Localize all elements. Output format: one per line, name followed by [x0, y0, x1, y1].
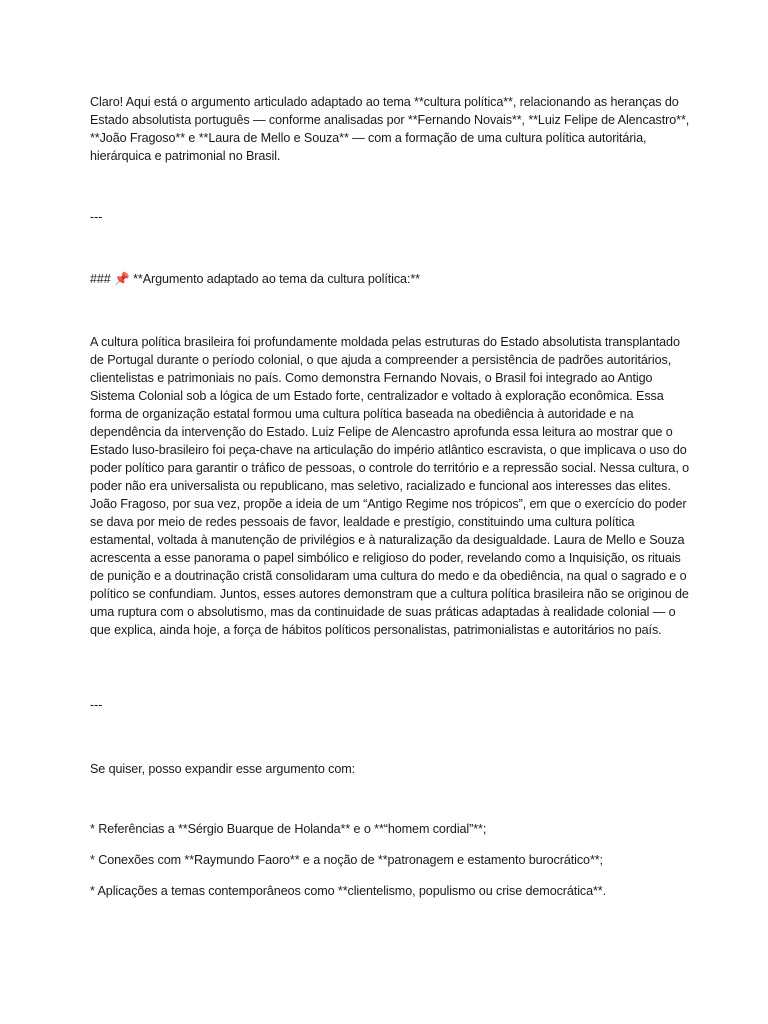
list-item: * Referências a **Sérgio Buarque de Holanda** e o **“homem cordial”**; — [90, 822, 487, 836]
list-item: * Aplicações a temas contemporâneos como **clientelismo, populismo ou crise democrática**. — [90, 884, 606, 898]
intro-paragraph: Claro! Aqui está o argumento articulado adaptado ao tema **cultura política**, relacionando as heranças do Estado absolutista português — conforme analisadas por **Fernando Novais**, **Luiz Felipe de Alencastro**, **João Fragoso** e **Laura de Mello e Souza** — com a formação de uma cultura política autoritária, hierárquica e patrimonial no Brasil. — [90, 95, 693, 163]
section-heading: ### 📌 **Argumento adaptado ao tema da cultura política:** — [90, 272, 420, 286]
separator-line: --- — [90, 210, 103, 224]
argument-body-paragraph: A cultura política brasileira foi profundamente moldada pelas estruturas do Estado absolutista transplantado de Portugal durante o período colonial, o que ajuda a compreender a persistência de padrões autoritários, clientelistas e patrimoniais no país. Como demonstra Fernando Novais, o Brasil foi integrado ao Antigo Sistema Colonial sob a lógica de um Estado forte, centralizador e voltado à exploração econômica. Essa forma de organização estatal formou uma cultura política baseada na obediência à autoridade e na dependência da intervenção do Estado. Luiz Felipe de Alencastro aprofunda essa leitura ao mostrar que o Estado luso-brasileiro foi peça-chave na articulação do império atlântico escravista, o que implicava o uso do poder político para garantir o tráfico de pessoas, o controle do território e a repressão social. Nessa cultura, o poder não era universalista ou republicano, mas seletivo, racializado e funcional aos interesses das elites. João Fragoso, por sua vez, propõe a ideia de um “Antigo Regime nos trópicos”, em que o exercício do poder se dava por meio de redes pessoais de favor, lealdade e prestígio, constituindo uma cultura política estamental, voltada à manutenção de privilégios e à naturalização da desigualdade. Laura de Mello e Souza acrescenta a esse panorama o papel simbólico e religioso do poder, revelando como a Inquisição, os rituais de punição e a doutrinação cristã consolidaram uma cultura do medo e da obediência, na qual o sagrado e o político se confundiam. Juntos, esses autores demonstram que a cultura política brasileira não se originou de uma ruptura com o absolutismo, mas da continuidade de suas práticas adaptadas à realidade colonial — o que explica, ainda hoje, a força de hábitos políticos personalistas, patrimonialistas e autoritários no país. — [90, 335, 693, 637]
separator-line: --- — [90, 698, 103, 712]
offer-paragraph: Se quiser, posso expandir esse argumento com: — [90, 762, 356, 776]
list-item: * Conexões com **Raymundo Faoro** e a noção de **patronagem e estamento burocrático**; — [90, 853, 603, 867]
